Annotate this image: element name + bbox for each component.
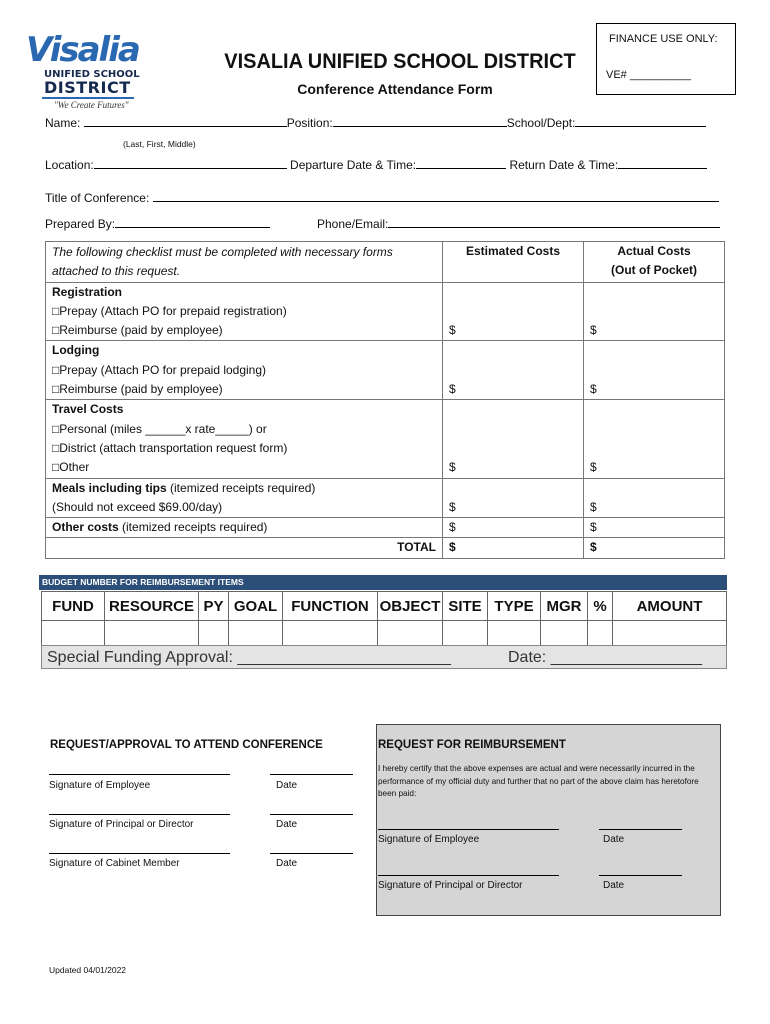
expense-checklist-table [45, 241, 725, 559]
meals-heading: Meals including tips [52, 480, 167, 495]
logo-tagline: "We Create Futures" [54, 100, 129, 110]
estimated-costs-header: Estimated Costs [443, 242, 584, 283]
other-costs-note: (itemized receipts required) [118, 520, 268, 535]
form-subtitle: Conference Attendance Form [297, 81, 493, 97]
budget-col-percent: % [588, 592, 613, 621]
special-funding-row [41, 645, 727, 669]
checklist-header-row [46, 242, 725, 283]
budget-col-function: FUNCTION [283, 592, 378, 621]
lodging-heading: Lodging [52, 343, 100, 358]
reg-reimburse-label: Reimburse (paid by employee) [59, 323, 223, 338]
principal-signature-label: Signature of Principal or Director [49, 819, 194, 830]
position-field[interactable] [333, 126, 507, 127]
conference-label: Title of Conference: [45, 191, 150, 205]
lodging-row [46, 341, 725, 400]
reimb-employee-date-line[interactable] [599, 829, 682, 830]
dollar-sign: $ [449, 520, 456, 535]
logo-line-2: DISTRICT [44, 78, 131, 97]
reimb-employee-signature-line[interactable] [378, 829, 559, 830]
logo-underline [42, 97, 134, 99]
budget-col-type: TYPE [488, 592, 541, 621]
lodging-estimated-cell[interactable] [443, 341, 584, 400]
budget-col-fund: FUND [42, 592, 105, 621]
phone-email-label: Phone/Email: [317, 217, 389, 231]
principal-date-label: Date [276, 819, 298, 830]
travel-district-option[interactable] [52, 439, 436, 458]
budget-col-object: OBJECT [378, 592, 443, 621]
name-field[interactable] [84, 126, 287, 127]
cabinet-signature-label: Signature of Cabinet Member [49, 858, 180, 869]
lod-prepay-option[interactable] [52, 361, 436, 380]
reimb-principal-signature-line[interactable] [378, 875, 559, 876]
reg-prepay-option[interactable] [52, 302, 436, 321]
total-actual-cell[interactable] [584, 538, 725, 558]
cabinet-signature-line[interactable] [49, 853, 230, 854]
reimb-employee-signature-label: Signature of Employee [378, 834, 480, 845]
school-label: School/Dept: [506, 116, 576, 130]
checkbox-icon[interactable]: □ [52, 362, 60, 377]
finance-label: FINANCE USE ONLY: [609, 33, 718, 45]
location-field[interactable] [94, 168, 287, 169]
employee-signature-label: Signature of Employee [49, 780, 151, 791]
reimbursement-box [376, 724, 721, 916]
name-label: Name: [45, 116, 81, 130]
dollar-sign: $ [590, 460, 597, 475]
dollar-sign: $ [590, 382, 597, 397]
page-title: VISALIA UNIFIED SCHOOL DISTRICT [224, 50, 576, 73]
reimbursement-certify-text: I hereby certify that the above expenses are actual and were necessarily incurred in the performance of my official duty and further that no part of the above claim has heretofore been paid: [378, 764, 699, 798]
employee-date-label: Date [276, 780, 298, 791]
travel-heading: Travel Costs [52, 402, 124, 417]
logo-visalia: Visalia [26, 30, 139, 70]
dollar-sign: $ [590, 323, 597, 338]
checkbox-icon[interactable]: □ [52, 421, 60, 436]
cabinet-date-label: Date [276, 858, 298, 869]
return-field[interactable] [618, 168, 707, 169]
conference-field[interactable] [153, 201, 719, 202]
dollar-sign: $ [590, 540, 597, 555]
employee-date-line[interactable] [270, 774, 353, 775]
actual-costs-subtitle: (Out of Pocket) [611, 263, 697, 278]
travel-personal-option[interactable] [52, 420, 436, 439]
budget-number-table [41, 591, 727, 649]
budget-col-resource: RESOURCE [105, 592, 199, 621]
checkbox-icon[interactable]: □ [52, 303, 60, 318]
budget-col-goal: GOAL [229, 592, 283, 621]
budget-header-row [42, 592, 727, 621]
budget-col-mgr: MGR [541, 592, 588, 621]
ve-number[interactable]: VE# __________ [606, 69, 692, 81]
location-label: Location: [45, 158, 94, 172]
checkbox-icon[interactable]: □ [52, 382, 60, 397]
departure-field[interactable] [416, 168, 506, 169]
meals-estimated-cell[interactable] [443, 478, 584, 518]
registration-heading: Registration [52, 284, 123, 299]
updated-date: Updated 04/01/2022 [49, 965, 127, 975]
position-label: Position: [286, 116, 333, 130]
reg-prepay-label: Prepay (Attach PO for prepaid registration) [59, 303, 287, 318]
budget-col-site: SITE [443, 592, 488, 621]
budget-col-amount: AMOUNT [613, 592, 727, 621]
meals-row [46, 478, 725, 518]
logo-line-1: UNIFIED SCHOOL [44, 69, 140, 80]
reg-reimburse-option[interactable] [52, 321, 436, 340]
travel-actual-cell[interactable] [584, 400, 725, 478]
meals-actual-cell[interactable] [584, 478, 725, 518]
prepared-by-field[interactable] [115, 227, 270, 228]
lod-reimburse-option[interactable] [52, 380, 436, 399]
other-estimated-cell[interactable] [443, 518, 584, 538]
finance-use-box [596, 23, 736, 95]
actual-costs-title: Actual Costs [617, 244, 691, 258]
checkbox-icon[interactable]: □ [52, 460, 60, 475]
travel-row [46, 400, 725, 478]
dollar-sign: $ [449, 540, 456, 555]
lod-prepay-label: Prepay (Attach PO for prepaid lodging) [59, 362, 267, 377]
cabinet-date-line[interactable] [270, 853, 353, 854]
lodging-actual-cell[interactable] [584, 341, 725, 400]
meals-limit: (Should not exceed $69.00/day) [52, 499, 223, 514]
travel-estimated-cell[interactable] [443, 400, 584, 478]
budget-number-bar: BUDGET NUMBER FOR REIMBURSEMENT ITEMS [39, 575, 727, 590]
name-hint: (Last, First, Middle) [123, 139, 196, 149]
total-label: TOTAL [46, 538, 443, 558]
special-funding-approval[interactable]: Special Funding Approval: ________________________ [47, 649, 451, 666]
checklist-intro: The following checklist must be completed with necessary forms attached to this request. [46, 242, 443, 283]
reimb-principal-date-label: Date [603, 880, 625, 891]
checkbox-icon[interactable]: □ [52, 440, 60, 455]
reg-estimated-cell[interactable] [443, 282, 584, 341]
dollar-sign: $ [590, 499, 597, 514]
principal-signature-line[interactable] [49, 814, 230, 815]
reimb-principal-date-line[interactable] [599, 875, 682, 876]
checkbox-icon[interactable]: □ [52, 323, 60, 338]
actual-costs-header [584, 242, 725, 283]
travel-other-option[interactable] [52, 458, 436, 477]
special-funding-date[interactable]: Date: _________________ [508, 649, 702, 666]
other-actual-cell[interactable] [584, 518, 725, 538]
dollar-sign: $ [449, 499, 456, 514]
dollar-sign: $ [449, 382, 456, 397]
reimb-employee-date-label: Date [603, 834, 625, 845]
phone-email-field[interactable] [388, 227, 720, 228]
return-label: Return Date & Time: [509, 158, 619, 172]
reimb-principal-signature-label: Signature of Principal or Director [378, 880, 523, 891]
budget-col-py: PY [199, 592, 229, 621]
travel-personal-label: Personal (miles ______x rate_____) or [59, 421, 267, 436]
principal-date-line[interactable] [270, 814, 353, 815]
reimbursement-heading: REQUEST FOR REIMBURSEMENT [378, 739, 566, 751]
employee-signature-line[interactable] [49, 774, 230, 775]
meals-note: (itemized receipts required) [166, 480, 316, 495]
total-row [46, 538, 725, 558]
school-field[interactable] [575, 126, 706, 127]
dollar-sign: $ [449, 323, 456, 338]
prepared-by-label: Prepared By: [45, 217, 116, 231]
travel-district-label: District (attach transportation request form) [59, 440, 288, 455]
total-estimated-cell[interactable] [443, 538, 584, 558]
registration-row [46, 282, 725, 341]
travel-other-label: Other [59, 460, 90, 475]
dollar-sign: $ [449, 460, 456, 475]
other-costs-row [46, 518, 725, 538]
other-costs-heading: Other costs [52, 520, 119, 535]
reg-actual-cell[interactable] [584, 282, 725, 341]
approval-heading: REQUEST/APPROVAL TO ATTEND CONFERENCE [50, 739, 323, 751]
departure-label: Departure Date & Time: [290, 158, 417, 172]
lod-reimburse-label: Reimburse (paid by employee) [59, 382, 223, 397]
dollar-sign: $ [590, 520, 597, 535]
